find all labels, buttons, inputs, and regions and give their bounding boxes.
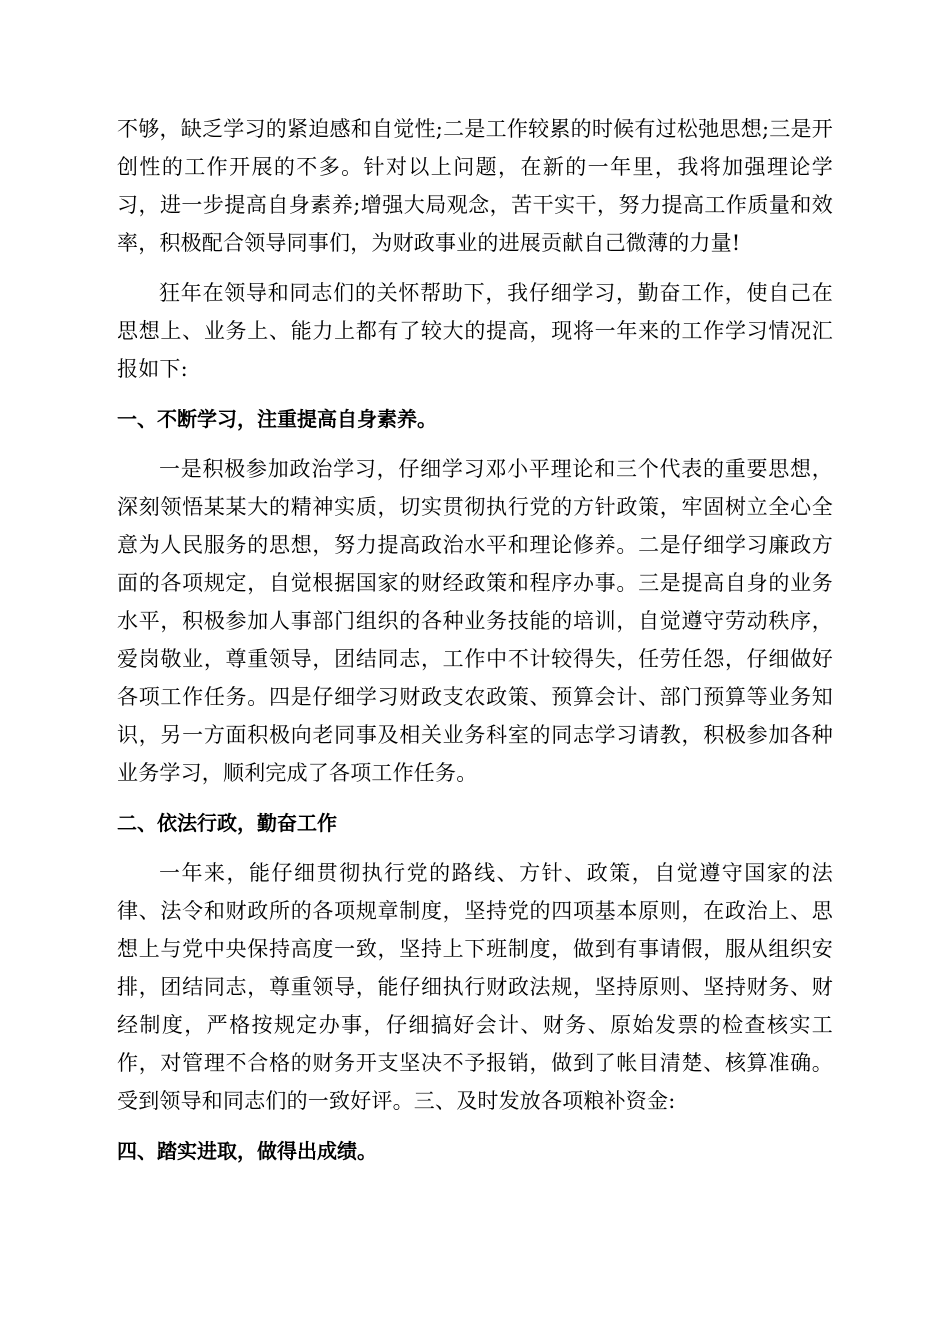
- paragraph-section-1: 一是积极参加政治学习，仔细学习邓小平理论和三个代表的重要思想，深刻领悟某某大的精神实质，切实贯彻执行党的方针政策，牢固树立全心全意为人民服务的思想，努力提高政治水平和理论修养。二是仔细学习廉政方面的各项规定，自觉根据国家的财经政策和程序办事。三是提高自身的业务水平，积极参加人事部门组织的各种业务技能的培训，自觉遵守劳动秩序，爱岗敬业，尊重领导，团结同志，工作中不计较得失，任劳任怨，仔细做好各项工作任务。四是仔细学习财政支农政策、预算会计、部门预算等业务知识，另一方面积极向老同事及相关业务科室的同志学习请教，积极参加各种业务学习，顺利完成了各项工作任务。: [117, 457, 833, 785]
- paragraph-section-2: 一年来，能仔细贯彻执行党的路线、方针、政策，自觉遵守国家的法律、法令和财政所的各项规章制度，坚持党的四项基本原则，在政治上、思想上与党中央保持高度一致，坚持上下班制度，做到有事请假，服从组织安排，团结同志，尊重领导，能仔细执行财政法规，坚持原则、坚持财务、财经制度，严格按规定办事，仔细搞好会计、财务、原始发票的检查核实工作，对管理不合格的财务开支坚决不予报销，做到了帐目清楚、核算准确。受到领导和同志们的一致好评。三、及时发放各项粮补资金:: [117, 861, 833, 1113]
- section-heading-2: 二、依法行政，勤奋工作: [117, 811, 337, 835]
- document-page: [117, 110, 833, 1182]
- section-heading-4: 四、踏实进取，做得出成绩。: [117, 1139, 377, 1163]
- paragraph-conclusion: 不够，缺乏学习的紧迫感和自觉性;二是工作较累的时候有过松弛思想;三是开创性的工作开展的不多。针对以上问题，在新的一年里，我将加强理论学习，进一步提高自身素养;增强大局观念，苦干实干，努力提高工作质量和效率，积极配合领导同事们，为财政事业的进展贡献自己微薄的力量!: [117, 117, 833, 255]
- section-heading-1: 一、不断学习，注重提高自身素养。: [117, 407, 437, 431]
- paragraph-intro: 狂年在领导和同志们的关怀帮助下，我仔细学习，勤奋工作，使自己在思想上、业务上、能力上都有了较大的提高，现将一年来的工作学习情况汇报如下:: [117, 281, 833, 381]
